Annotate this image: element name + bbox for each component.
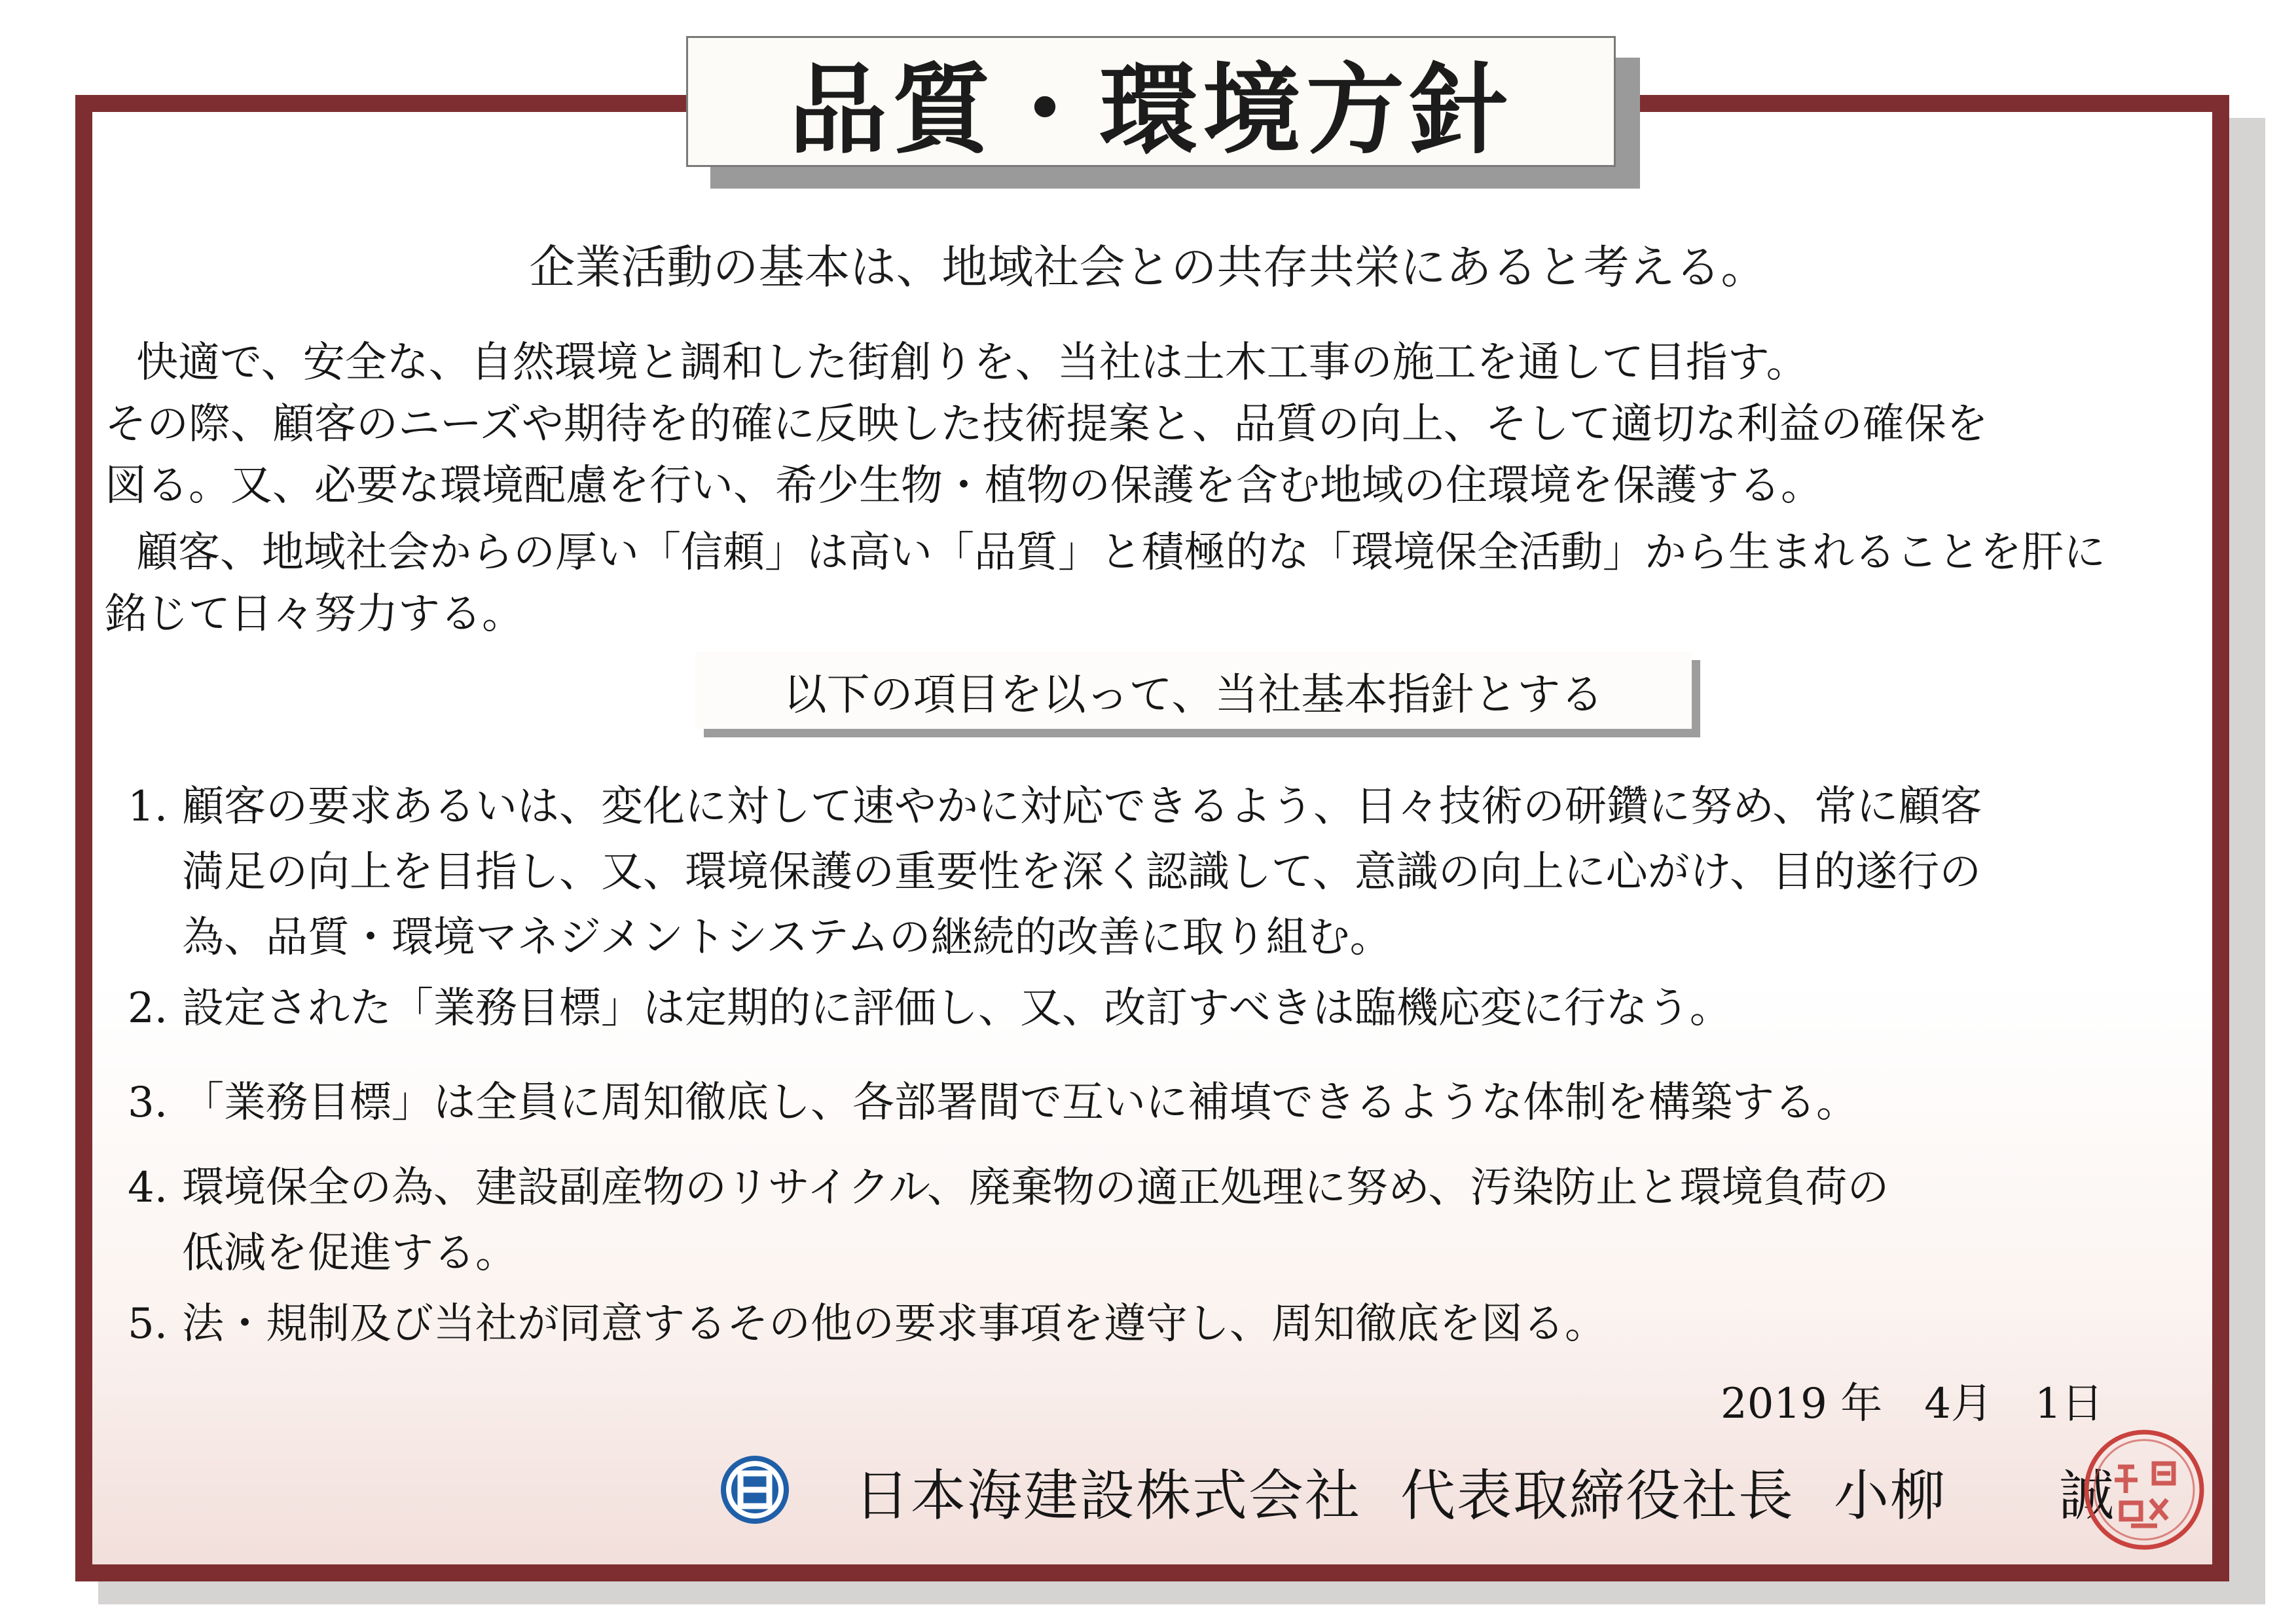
item-line: 環境保全の為、建設副産物のリサイクル、廃棄物の適正処理に努め、汚染防止と環境負荷の	[182, 1164, 1889, 1212]
signer-title: 代表取締役社長	[1400, 1464, 1795, 1528]
company-seal-stamp	[2082, 1428, 2206, 1552]
policy-frame	[75, 95, 2229, 1581]
company-name: 日本海建設株式会社	[854, 1464, 1362, 1528]
item-number: 5.	[128, 1300, 168, 1348]
paragraph-line: 快適で、安全な、自然環境と調和した街創りを、当社は土木工事の施工を通して目指す。	[136, 339, 1808, 387]
item-number: 2.	[128, 984, 168, 1033]
page-title: 品質・環境方針	[788, 52, 1513, 168]
item-line: 「業務目標」は全員に周知徹底し、各部署間で互いに補填できるような体制を構築する。	[182, 1079, 1858, 1127]
item-line: 法・規制及び当社が同意するその他の要求事項を遵守し、周知徹底を図る。	[182, 1300, 1607, 1348]
item-number: 4.	[128, 1164, 168, 1212]
paragraph-line: その際、顧客のニーズや期待を的確に反映した技術提案と、品質の向上、そして適切な利益の確保を	[105, 400, 1988, 449]
paragraph-line: 銘じて日々努力する。	[105, 590, 524, 638]
item-line: 低減を促進する。	[182, 1229, 517, 1278]
company-logo-icon	[719, 1454, 791, 1526]
paragraph-line: 顧客、地域社会からの厚い「信頼」は高い「品質」と積極的な「環境保全活動」から生まれることを肝に	[136, 528, 2105, 577]
item-line: 為、品質・環境マネジメントシステムの継続的改善に取り組む。	[182, 913, 1392, 962]
signature-block	[854, 1452, 2115, 1531]
item-line: 設定された「業務目標」は定期的に評価し、又、改訂すべきは臨機応変に行なう。	[182, 984, 1732, 1033]
title-box	[686, 36, 1616, 167]
issue-date: 2019 年 4月 1日	[1721, 1380, 2104, 1428]
item-number: 3.	[128, 1079, 168, 1127]
item-line: 満足の向上を目指し、又、環境保護の重要性を深く認識して、意識の向上に心がけ、目的遂行の	[182, 848, 1982, 896]
tagline: 企業活動の基本は、地域社会との共存共栄にあると考える。	[529, 240, 1767, 294]
item-line: 顧客の要求あるいは、変化に対して速やかに対応できるよう、日々技術の研鑽に努め、常に顧客	[182, 783, 1982, 831]
policy-banner: 以下の項目を以って、当社基本指針とする	[695, 652, 1692, 729]
item-number: 1.	[128, 783, 168, 831]
signer-name: 小柳 誠	[1834, 1464, 2116, 1528]
paragraph-line: 図る。又、必要な環境配慮を行い、希少生物・植物の保護を含む地域の住環境を保護する。	[105, 462, 1823, 510]
